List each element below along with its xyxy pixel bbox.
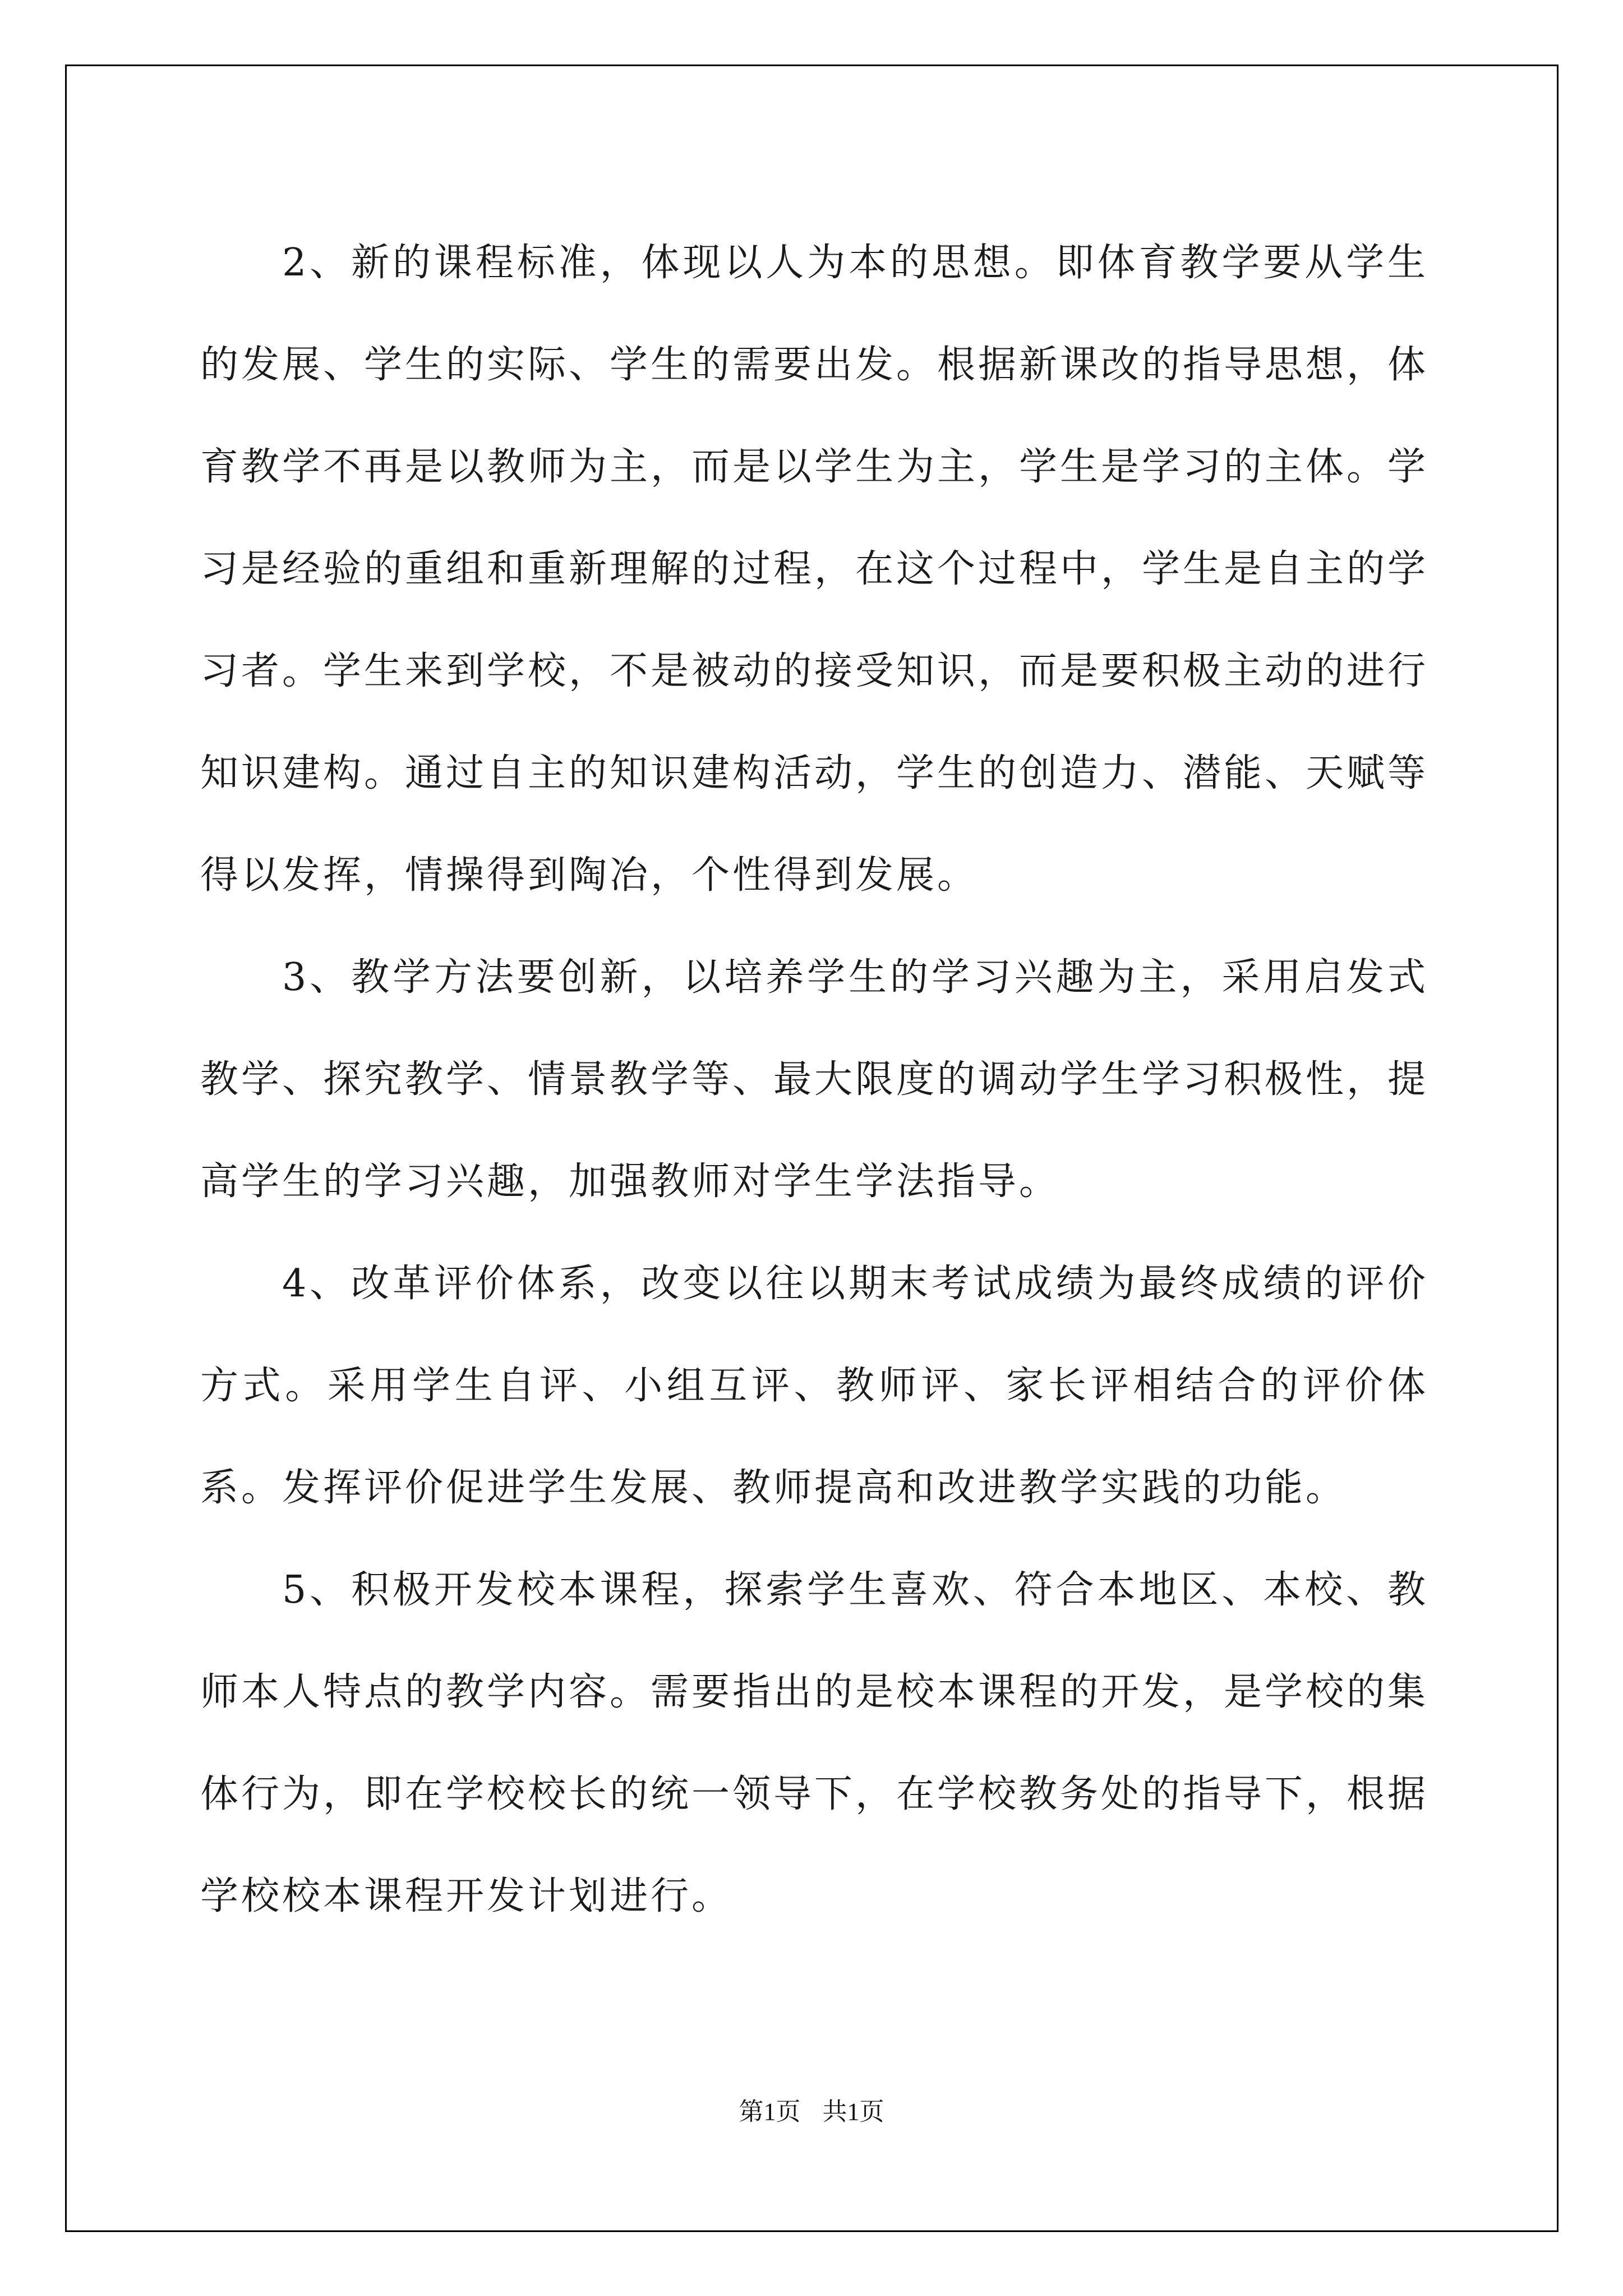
document-body — [200, 212, 1428, 1948]
page-footer — [0, 2095, 1623, 2129]
page-number: 第1页 — [739, 2098, 801, 2125]
paragraph-2: 2、新的课程标准，体现以人为本的思想。即体育教学要从学生的发展、学生的实际、学生的需要出发。根据新课改的指导思想，体育教学不再是以教师为主，而是以学生为主，学生是学习的主体。学习是经验的重组和重新理解的过程，在这个过程中，学生是自主的学习者。学生来到学校，不是被动的接受知识，而是要积极主动的进行知识建构。通过自主的知识建构活动，学生的创造力、潜能、天赋等得以发挥，情操得到陶冶，个性得到发展。 — [200, 241, 1429, 898]
page-total: 共1页 — [822, 2098, 884, 2125]
paragraph-3: 3、教学方法要创新，以培养学生的学习兴趣为主，采用启发式教学、探究教学、情景教学等、最大限度的调动学生学习积极性，提高学生的学习兴趣，加强教师对学生学法指导。 — [200, 955, 1429, 1204]
paragraph-4: 4、改革评价体系，改变以往以期末考试成绩为最终成绩的评价方式。采用学生自评、小组互评、教师评、家长评相结合的评价体系。发挥评价促进学生发展、教师提高和改进教学实践的功能。 — [200, 1262, 1428, 1510]
paragraph-5: 5、积极开发校本课程，探索学生喜欢、符合本地区、本校、教师本人特点的教学内容。需要指出的是校本课程的开发，是学校的集体行为，即在学校校长的统一领导下，在学校教务处的指导下，根据学校校本课程开发计划进行。 — [200, 1568, 1429, 1918]
